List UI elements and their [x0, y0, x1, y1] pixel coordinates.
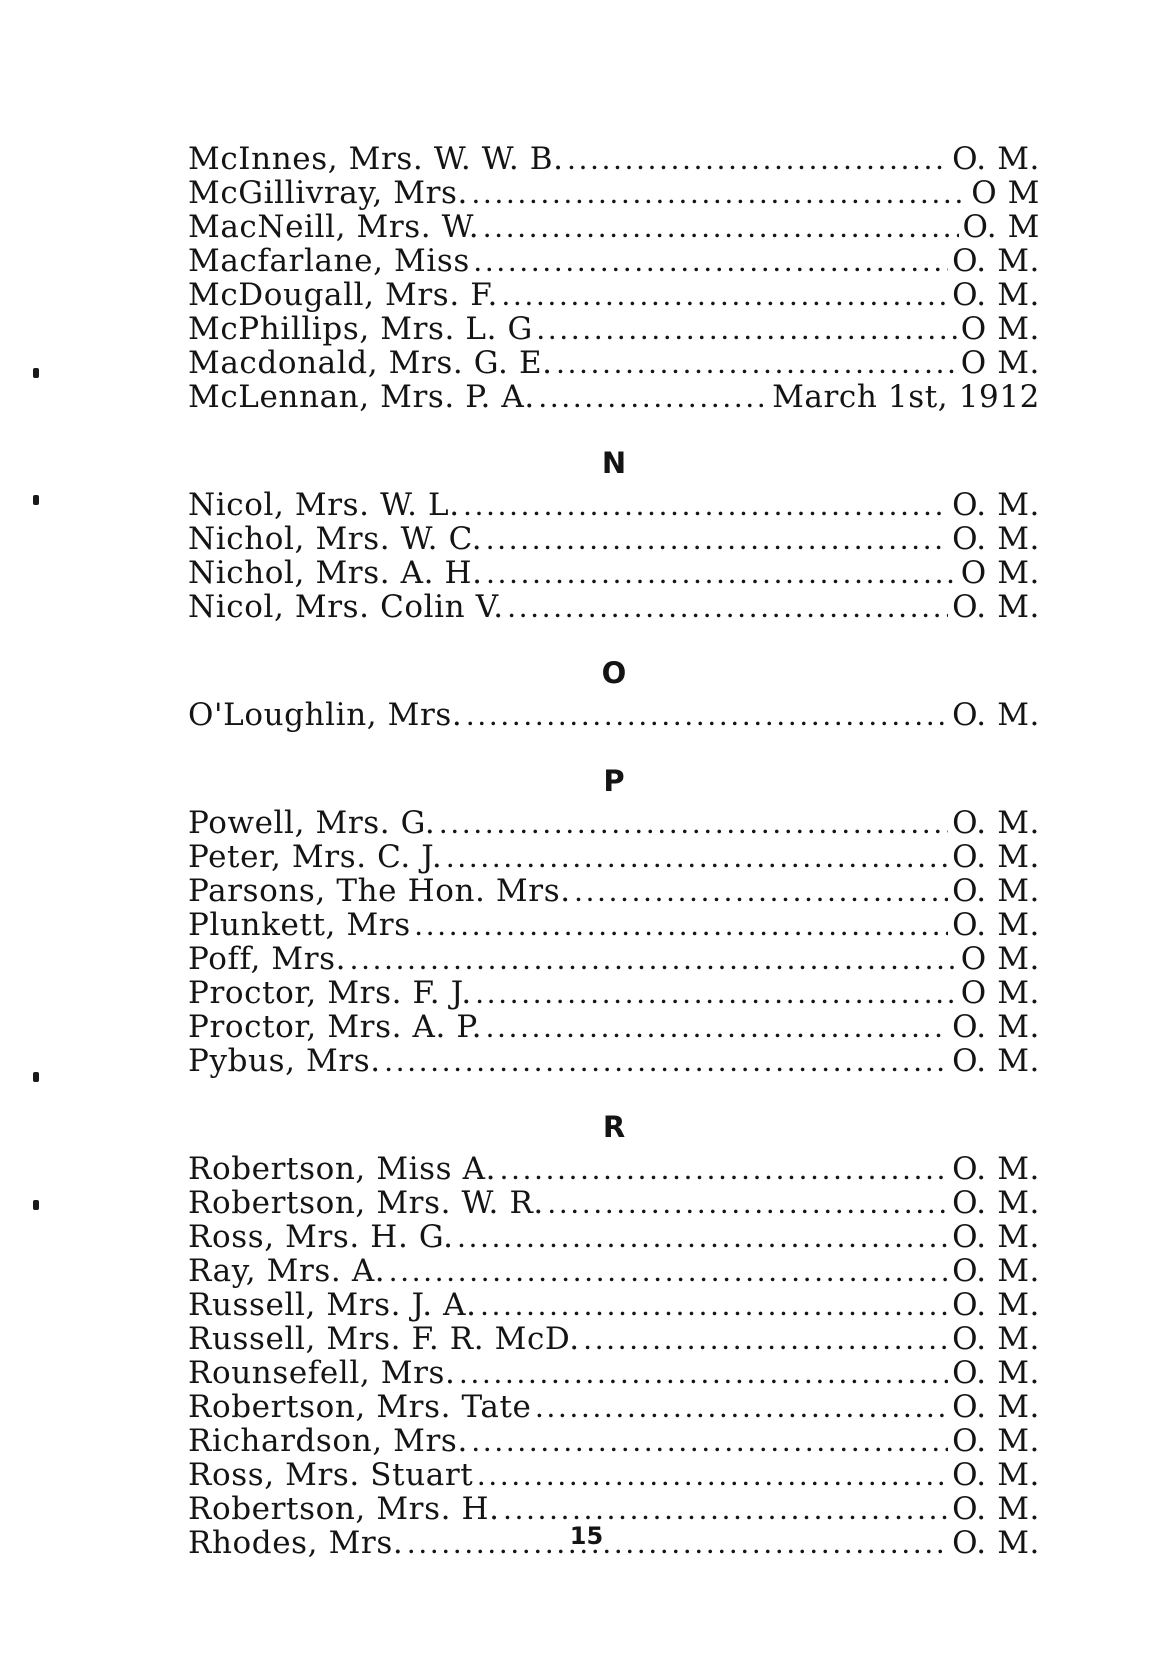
member-name: Robertson, Miss A. [188, 1151, 497, 1187]
dot-leader [548, 1186, 948, 1220]
dot-leader [458, 1220, 949, 1254]
member-status: O. M. [952, 1321, 1040, 1357]
list-item [188, 1322, 1040, 1356]
dot-leader [575, 874, 948, 908]
member-status: O. M. [952, 277, 1040, 313]
letter-heading: R [602, 1110, 626, 1144]
member-status: O. M. [952, 1491, 1040, 1527]
list-item [188, 210, 1040, 244]
member-name: Robertson, Mrs. H. [188, 1491, 500, 1527]
member-name: Proctor, Mrs. A. P. [188, 1009, 483, 1045]
member-status: O M. [960, 555, 1040, 591]
member-name: McInnes, Mrs. W. W. B. [188, 141, 564, 177]
dot-leader [502, 278, 948, 312]
dot-leader [584, 1322, 948, 1356]
dot-leader [350, 942, 957, 976]
list-item [188, 908, 1040, 942]
member-status: O M. [960, 941, 1040, 977]
member-name: Parsons, The Hon. Mrs. [188, 873, 571, 909]
member-name: Powell, Mrs. G. [188, 805, 436, 841]
margin-speck [33, 495, 39, 505]
list-item [188, 1458, 1040, 1492]
list-item [188, 1390, 1040, 1424]
member-status: O. M. [952, 243, 1040, 279]
dot-leader [446, 840, 948, 874]
list-item [188, 806, 1040, 840]
list-item [188, 522, 1040, 556]
member-status: O. M. [952, 1287, 1040, 1323]
letter-heading: N [601, 446, 627, 480]
dot-leader [477, 1458, 948, 1492]
member-status: O. M. [952, 521, 1040, 557]
margin-speck [33, 368, 39, 378]
dot-leader [504, 1492, 949, 1526]
member-status: O. M. [952, 873, 1040, 909]
section-m [188, 142, 1040, 414]
list-item [188, 1186, 1040, 1220]
member-name: Robertson, Mrs. Tate [188, 1389, 532, 1425]
member-name: McPhillips, Mrs. L. G [188, 311, 533, 347]
section-p [188, 756, 1040, 1078]
member-status: O. M. [952, 1043, 1040, 1079]
member-status: O. M. [952, 1389, 1040, 1425]
dot-leader [500, 1152, 948, 1186]
dot-leader [486, 1010, 948, 1044]
member-name: Nichol, Mrs. A. H. [188, 555, 483, 591]
list-item [188, 1010, 1040, 1044]
dot-leader [568, 142, 949, 176]
member-name: Proctor, Mrs. F. J. [188, 975, 472, 1011]
dot-leader [466, 698, 948, 732]
member-name: Nicol, Mrs. Colin V. [188, 589, 504, 625]
member-name: Russell, Mrs. J. A. [188, 1287, 477, 1323]
member-name: Peter, Mrs. C. J. [188, 839, 443, 875]
list-item [188, 380, 1040, 414]
list-item [188, 346, 1040, 380]
section-n [188, 438, 1040, 624]
member-name: O'Loughlin, Mrs. [188, 697, 463, 733]
letter-heading: P [603, 764, 625, 798]
list-item [188, 1044, 1040, 1078]
member-status: O. M. [952, 1423, 1040, 1459]
dot-leader [464, 488, 948, 522]
dot-leader [474, 244, 948, 278]
member-status: O. M. [952, 589, 1040, 625]
dot-leader [439, 806, 948, 840]
list-item [188, 942, 1040, 976]
member-name: Russell, Mrs. F. R. McD. [188, 1321, 580, 1357]
margin-speck [33, 1200, 39, 1210]
member-name: Richardson, Mrs. [188, 1423, 468, 1459]
dot-leader [483, 210, 958, 244]
member-name: Pybus, Mrs. [188, 1043, 381, 1079]
list-item [188, 176, 1040, 210]
dot-leader [481, 1288, 949, 1322]
dot-leader [508, 590, 948, 624]
dot-leader [459, 1356, 948, 1390]
member-status: O M. [960, 345, 1040, 381]
list-item [188, 1288, 1040, 1322]
dot-leader [537, 312, 957, 346]
list-item [188, 142, 1040, 176]
member-status: O M [971, 175, 1040, 211]
member-name: Poff, Mrs. [188, 941, 347, 977]
member-name: Rounsefell, Mrs. [188, 1355, 456, 1391]
dot-leader [557, 346, 957, 380]
section-r [188, 1102, 1040, 1560]
list-item [188, 1220, 1040, 1254]
membership-list [188, 142, 1040, 1560]
member-name: MacNeill, Mrs. W. [188, 209, 480, 245]
member-status: O. M. [952, 1253, 1040, 1289]
member-status: O. M. [952, 141, 1040, 177]
section-o [188, 648, 1040, 732]
member-status: O. M. [952, 1151, 1040, 1187]
list-item [188, 556, 1040, 590]
member-name: Robertson, Mrs. W. R. [188, 1185, 544, 1221]
member-name: McDougall, Mrs. F. [188, 277, 498, 313]
member-status: O. M. [952, 839, 1040, 875]
member-status: O. M. [952, 1525, 1040, 1561]
list-item [188, 590, 1040, 624]
list-item [188, 840, 1040, 874]
dot-leader [539, 380, 768, 414]
member-status: O. M. [952, 1009, 1040, 1045]
list-item [188, 488, 1040, 522]
list-item [188, 278, 1040, 312]
member-name: Plunkett, Mrs [188, 907, 411, 943]
list-item [188, 976, 1040, 1010]
member-name: McGillivray, Mrs. [188, 175, 468, 211]
member-status: O. M. [952, 907, 1040, 943]
dot-leader [389, 1254, 948, 1288]
member-status: O. M. [952, 1185, 1040, 1221]
member-name: Ross, Mrs. Stuart [188, 1457, 474, 1493]
page-number: 15 [569, 1522, 604, 1550]
member-status: O. M. [952, 1219, 1040, 1255]
list-item [188, 874, 1040, 908]
list-item [188, 244, 1040, 278]
member-status: O. M. [952, 1457, 1040, 1493]
dot-leader [476, 976, 957, 1010]
member-status: O. M. [952, 1355, 1040, 1391]
member-name: Nichol, Mrs. W. C. [188, 521, 483, 557]
member-name: Macfarlane, Miss [188, 243, 470, 279]
list-item [188, 1152, 1040, 1186]
member-status: O. M. [952, 487, 1040, 523]
member-status: O. M [962, 209, 1040, 245]
member-name: Macdonald, Mrs. G. E. [188, 345, 553, 381]
dot-leader [472, 1424, 948, 1458]
member-name: McLennan, Mrs. P. A. [188, 379, 535, 415]
member-name: Nicol, Mrs. W. L. [188, 487, 460, 523]
dot-leader [415, 908, 948, 942]
member-status: O. M. [952, 805, 1040, 841]
dot-leader [535, 1390, 948, 1424]
list-item [188, 698, 1040, 732]
member-name: Rhodes, Mrs. [188, 1525, 404, 1561]
dot-leader [487, 556, 957, 590]
member-name: Ray, Mrs. A. [188, 1253, 386, 1289]
member-status: O M. [960, 311, 1040, 347]
dot-leader [486, 522, 948, 556]
member-status: March 1st, 1912 [772, 379, 1040, 415]
margin-speck [33, 1072, 39, 1082]
list-item [188, 1424, 1040, 1458]
letter-heading: O [601, 656, 627, 690]
list-item [188, 312, 1040, 346]
member-name: Ross, Mrs. H. G. [188, 1219, 454, 1255]
dot-leader [472, 176, 967, 210]
list-item [188, 1254, 1040, 1288]
list-item [188, 1356, 1040, 1390]
member-status: O M. [960, 975, 1040, 1011]
member-status: O. M. [952, 697, 1040, 733]
dot-leader [385, 1044, 948, 1078]
list-item [188, 1492, 1040, 1526]
